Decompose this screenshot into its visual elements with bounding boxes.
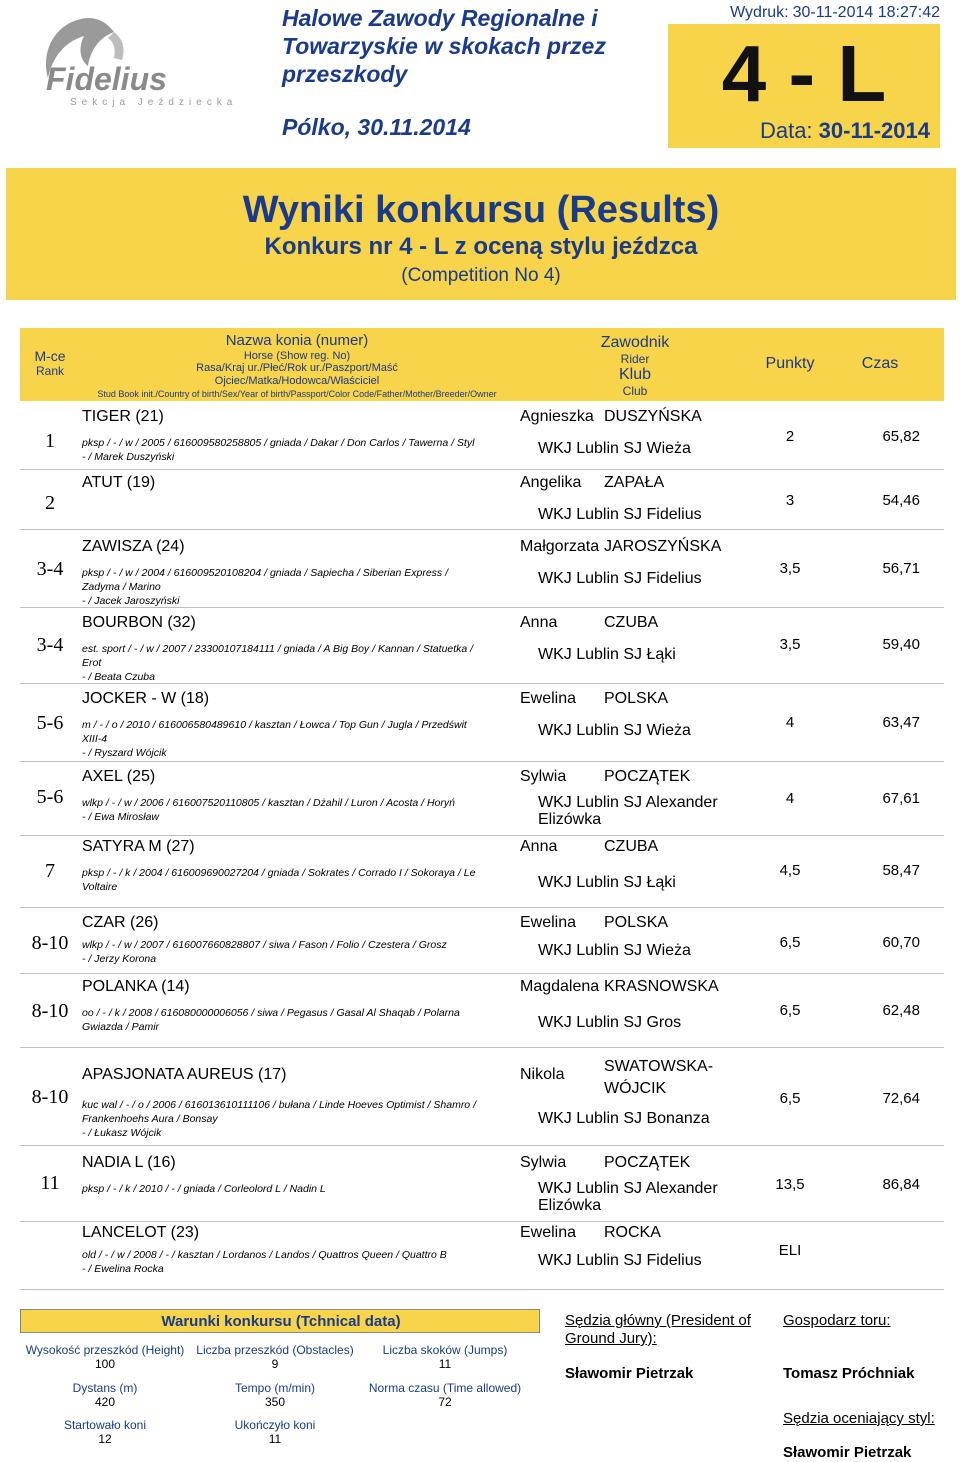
print-label: Wydruk: [730, 4, 789, 21]
table-row [20, 912, 944, 974]
horse-cell: CZAR (26) wlkp / - / w / 2007 / 616007660828807 / siwa / Fason / Folio / Czestera / Grosz - / Jerzy Korona [82, 914, 447, 965]
time-cell: 62,48 [882, 1002, 920, 1019]
time-cell: 67,61 [882, 790, 920, 807]
rider-cell: Ewelina POLSKA WKJ Lublin SJ Wieża [520, 690, 691, 739]
technical-data-title: Warunki konkursu (Tchnical data) [161, 1313, 401, 1330]
rider-cell: Ewelina POLSKA WKJ Lublin SJ Wieża [520, 914, 691, 959]
horse-cell: SATYRA M (27) pksp / - / k / 2004 / 616009690027204 / gniada / Sokrates / Corrado I / Sokoraya / Le Voltaire [82, 838, 476, 893]
time-cell: 56,71 [882, 560, 920, 577]
rank-cell: 2 [45, 492, 55, 514]
time-cell: 72,64 [882, 1090, 920, 1107]
rank-header: M-ce Rank [34, 348, 66, 378]
horse-cell: JOCKER - W (18) m / - / o / 2010 / 616006580489610 / kasztan / Łowca / Top Gun / Jugla / Przedświt XIII-4 - / Ryszard Wójcik [82, 690, 467, 759]
horse-cell: BOURBON (32) est. sport / - / w / 2007 / 23300107184111 / gniada / A Big Boy / Kannan / Statuetka / Erot - / Beata Czuba [82, 614, 474, 683]
rider-cell: Ewelina ROCKA WKJ Lublin SJ Fidelius [520, 1224, 702, 1269]
rank-cell: 8-10 [31, 1086, 69, 1108]
points-cell: 3 [785, 492, 795, 509]
time-cell: 54,46 [882, 492, 920, 509]
print-value: 30-11-2014 18:27:42 [792, 4, 940, 21]
points-cell: 2 [785, 428, 795, 445]
rider-cell: Angelika ZAPAŁA WKJ Lublin SJ Fidelius [520, 474, 702, 523]
points-cell: 4,5 [779, 862, 801, 879]
table-row [20, 838, 944, 908]
class-code: 4 - L [721, 29, 887, 118]
rider-cell: Anna CZUBA WKJ Lublin SJ Łąki [520, 614, 676, 663]
rank-cell: 11 [40, 1172, 60, 1194]
table-row [20, 470, 944, 530]
event-place-date: Pólko, 30.11.2014 [282, 114, 471, 140]
table-row [20, 610, 944, 684]
tech-tempo: Tempo (m/min) 350 [234, 1381, 315, 1409]
style-judge-label: Sędzia oceniający styl: [783, 1410, 935, 1427]
rider-cell: Magdalena KRASNOWSKA WKJ Lublin SJ Gros [520, 978, 719, 1031]
horse-cell: AXEL (25) wlkp / - / w / 2006 / 616007520110805 / kasztan / Dżahil / Luron / Acosta / Horyń - / Ewa Mirosław [82, 768, 455, 823]
svg-text:Fidelius: Fidelius [46, 61, 167, 97]
tech-obstacles: Liczba przeszkód (Obstacles) 9 [196, 1343, 354, 1371]
event-title: Halowe Zawody Regionalne i Towarzyskie w skokach przez przeszkody [282, 5, 606, 87]
table-row [20, 534, 944, 608]
points-cell: 4 [785, 790, 795, 807]
horse-cell: ZAWISZA (24) pksp / - / w / 2004 / 616009520108204 / gniada / Sapiecha / Siberian Express / Zadyma / Marino - / Jacek Jaroszyński [82, 538, 448, 607]
competition-number: (Competition No 4) [401, 265, 561, 286]
rider-cell: Anna CZUBA WKJ Lublin SJ Łąki [520, 838, 676, 891]
results-banner [6, 168, 956, 300]
rank-cell: 5-6 [36, 712, 64, 734]
horse-cell: APASJONATA AUREUS (17) kuc wal / - / o / 2006 / 616013610111106 / bułana / Linde Hoeves Optimist / Shamro / Frankenhoehs Aura / Bonsay - / Łukasz Wójcik [82, 1066, 476, 1139]
rider-cell: Sylwia POCZĄTEK WKJ Lublin SJ Alexander Elizówka [520, 768, 718, 828]
tech-time-allowed: Norma czasu (Time allowed) 72 [368, 1381, 522, 1409]
head-judge-label: Sędzia główny (President of Ground Jury): [565, 1312, 751, 1347]
head-judge-name: Sławomir Pietrzak [565, 1365, 694, 1382]
results-table-header [20, 328, 944, 401]
table-row [20, 1150, 944, 1222]
rider-cell: Małgorzata JAROSZYŃSKA WKJ Lublin SJ Fidelius [520, 538, 722, 587]
technical-data-header [20, 1309, 540, 1333]
rider-header: Zawodnik Rider Klub Club [600, 334, 670, 398]
time-cell: 65,82 [882, 428, 920, 445]
horse-cell: ATUT (19) [82, 474, 156, 491]
horse-header: Nazwa konia (numer) Horse (Show reg. No) Rasa/Kraj ur./Płeć/Rok ur./Paszport/Maść Ojciec/Matka/Hodowca/Właściciel Stud Book init./Country of birth/Sex/Year of birth/Passport/Color Code/Father/Mother/Breeder/Owner [97, 332, 497, 399]
time-cell: 59,40 [882, 636, 920, 653]
horse-cell: LANCELOT (23) old / - / w / 2008 / - / kasztan / Lordanos / Landos / Quattros Queen / Quattro B - / Ewelina Rocka [82, 1224, 447, 1275]
horse-cell: NADIA L (16) pksp / - / k / 2010 / - / gniada / Corleolord L / Nadin L [82, 1154, 326, 1195]
class-date [668, 118, 930, 144]
table-row [20, 404, 944, 470]
points-cell: ELI [778, 1242, 802, 1259]
rank-cell: 7 [45, 860, 55, 882]
style-judge-name: Sławomir Pietrzak [783, 1444, 912, 1461]
tech-started: Startowało koni 12 [63, 1418, 147, 1446]
rider-cell: Nikola SWATOWSKA-WÓJCIK WKJ Lublin SJ Bonanza [520, 1058, 714, 1127]
date-value: 30-11-2014 [818, 118, 930, 143]
tech-height: Wysokość przeszkód (Height) 100 [25, 1343, 185, 1371]
points-cell: 3,5 [779, 560, 801, 577]
points-cell: 3,5 [779, 636, 801, 653]
rider-cell: Sylwia POCZĄTEK WKJ Lublin SJ Alexander Elizówka [520, 1154, 718, 1214]
course-designer-name: Tomasz Próchniak [783, 1365, 915, 1382]
points-header: Punkty [765, 355, 815, 372]
table-row [20, 764, 944, 836]
time-cell: 58,47 [882, 862, 920, 879]
horse-cell: POLANKA (14) oo / - / k / 2008 / 616080000006056 / siwa / Pegasus / Gasal Al Shaqab / Polarna Gwiazda / Pamir [82, 978, 460, 1033]
rank-cell: 1 [45, 430, 55, 452]
competition-subtitle: Konkurs nr 4 - L z oceną stylu jeźdzca [264, 233, 698, 260]
svg-text:Sekcja Jeździecka: Sekcja Jeździecka [70, 97, 238, 108]
time-cell: 63,47 [882, 714, 920, 731]
horse-cell: TIGER (21) pksp / - / w / 2005 / 616009580258805 / gniada / Dakar / Don Carlos / Tawerna / Styl - / Marek Duszyński [82, 408, 475, 463]
results-title: Wyniki konkursu (Results) [242, 189, 720, 231]
rank-cell: 3-4 [36, 558, 64, 580]
rank-cell: 8-10 [31, 1000, 69, 1022]
points-cell: 6,5 [779, 1090, 801, 1107]
points-cell: 13,5 [775, 1176, 805, 1193]
table-row [20, 1224, 944, 1290]
time-cell: 60,70 [882, 934, 920, 951]
rank-cell: 8-10 [31, 932, 69, 954]
class-box [668, 24, 940, 148]
time-cell: 86,84 [882, 1176, 920, 1193]
tech-distance: Dystans (m) 420 [72, 1381, 138, 1409]
course-designer-label: Gospodarz toru: [783, 1312, 891, 1329]
points-cell: 4 [785, 714, 795, 731]
points-cell: 6,5 [779, 1002, 801, 1019]
date-label: Data: [759, 118, 813, 143]
fidelius-logo [18, 8, 258, 108]
tech-jumps: Liczba skoków (Jumps) 11 [382, 1343, 508, 1371]
points-cell: 6,5 [779, 934, 801, 951]
time-header: Czas [861, 355, 899, 372]
rank-cell: 3-4 [36, 634, 64, 656]
rank-cell: 5-6 [36, 786, 64, 808]
print-timestamp [700, 4, 940, 22]
table-row [20, 686, 944, 762]
table-row [20, 1052, 944, 1146]
table-row [20, 976, 944, 1048]
rider-cell: Agnieszka DUSZYŃSKA WKJ Lublin SJ Wieża [520, 408, 702, 457]
tech-finished: Ukończyło koni 11 [234, 1418, 316, 1446]
